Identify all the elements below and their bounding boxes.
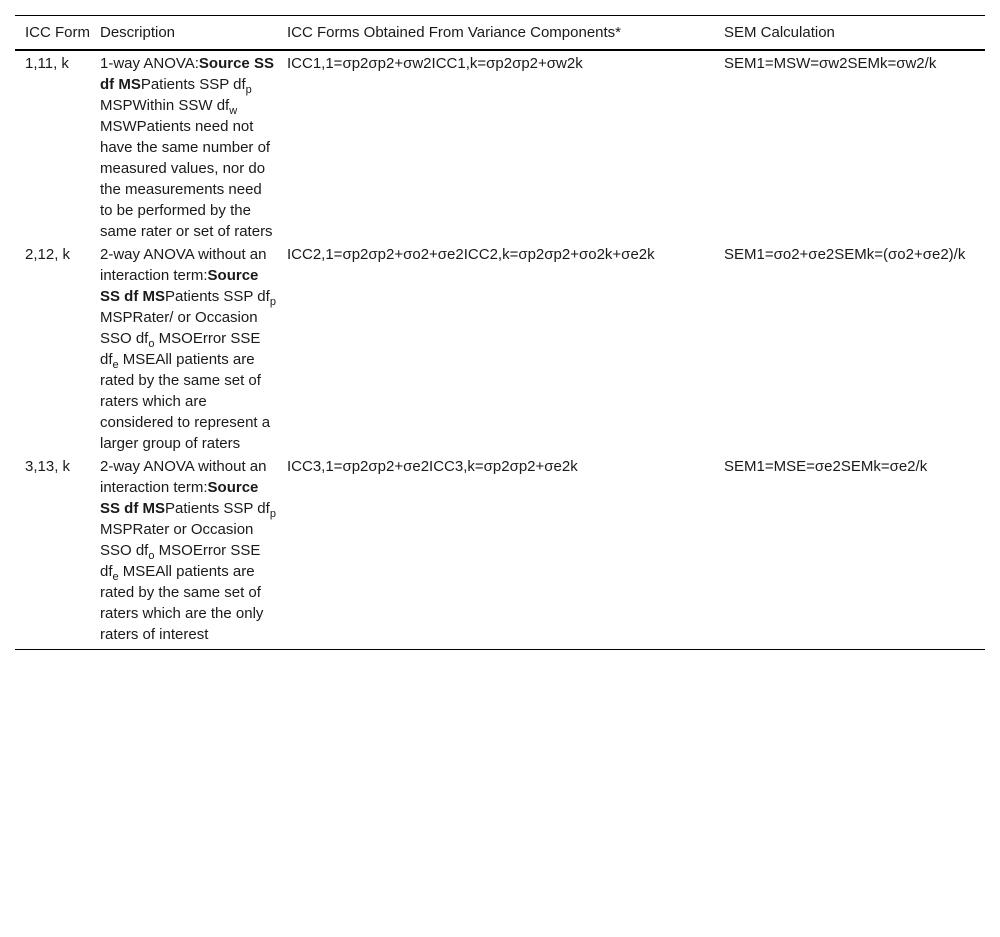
sem-formula-cell: SEM1=MSE=σe2SEMk=σe2/k xyxy=(714,455,985,650)
description-note: Patients need not have the same number of measured values, nor do the measurements need to be performed by the same rater or set of raters xyxy=(100,118,273,240)
icc-formula-cell: ICC3,1=σp2σp2+σe2ICC3,k=σp2σp2+σe2k xyxy=(277,455,714,650)
description-cell xyxy=(90,243,277,455)
anova-row-ms: MSO xyxy=(154,330,193,347)
description-prefix: 2-way ANOVA without an interaction term: xyxy=(100,458,267,496)
anova-row-label: Within SSW df xyxy=(132,97,230,114)
anova-row-subscript: p xyxy=(245,84,252,96)
description-prefix: 2-way ANOVA without an interaction term: xyxy=(100,246,267,284)
anova-row-ms: MSP xyxy=(100,309,133,326)
description-cell xyxy=(90,50,277,243)
icc-formula-cell: ICC1,1=σp2σp2+σw2ICC1,k=σp2σp2+σw2k xyxy=(287,55,583,72)
anova-table-header: Source SS df MS xyxy=(100,55,274,93)
anova-row-label: Patients SSP df xyxy=(140,76,246,93)
anova-row-ms: MSE xyxy=(118,351,156,368)
anova-row-ms: MSO xyxy=(154,542,193,559)
header-description: Description xyxy=(90,16,277,51)
anova-row-label: Rater or Occasion SSO df xyxy=(100,521,254,559)
sem-formula-cell: SEM1=MSW=σw2SEMk=σw2/k xyxy=(724,55,937,72)
sem-formula-cell: SEM1=σo2+σe2SEMk=(σo2+σe2)/k xyxy=(724,246,966,263)
icc-forms-table xyxy=(15,15,985,650)
icc-formula-cell: ICC2,1=σp2σp2+σo2+σe2ICC2,k=σp2σp2+σo2k+σe2k xyxy=(287,246,655,263)
header-row xyxy=(15,16,985,51)
icc-form-cell: 1,11, k xyxy=(25,55,69,72)
table-header xyxy=(15,16,985,51)
anova-row-label: Patients SSP df xyxy=(165,288,270,305)
anova-row-label: Error SSE df xyxy=(100,542,261,580)
anova-row-label: Rater/ or Occasion SSO df xyxy=(100,309,258,347)
description-note: All patients are rated by the same set of raters which are the only raters of interest xyxy=(100,563,264,643)
anova-row-subscript: e xyxy=(112,571,119,583)
description-note: All patients are rated by the same set of raters which are considered to represent a larger group of raters xyxy=(100,351,271,452)
anova-row-label: Patients SSP df xyxy=(165,500,270,517)
anova-row-ms: MSP xyxy=(100,521,133,538)
anova-row-subscript: p xyxy=(269,508,276,520)
description-prefix: 1-way ANOVA: xyxy=(100,55,199,72)
table-row xyxy=(15,50,985,243)
anova-row-subscript: o xyxy=(148,338,155,350)
icc-form-cell: 3,13, k xyxy=(15,455,90,650)
anova-row-ms: MSE xyxy=(118,563,156,580)
anova-row-subscript: p xyxy=(269,296,276,308)
icc-form-cell: 2,12, k xyxy=(25,246,71,263)
description-cell xyxy=(90,455,277,650)
anova-row-subscript: o xyxy=(148,550,155,562)
anova-row-subscript: w xyxy=(229,105,238,117)
table-row xyxy=(15,455,985,650)
table-row xyxy=(15,243,985,455)
anova-table-header: Source SS df MS xyxy=(100,479,259,517)
anova-row-label: Error SSE df xyxy=(100,330,261,368)
header-icc-form: ICC Form xyxy=(15,16,90,51)
header-icc-forms-variance: ICC Forms Obtained From Variance Components* xyxy=(277,16,714,51)
anova-table-header: Source SS df MS xyxy=(100,267,259,305)
anova-row-ms: MSP xyxy=(100,97,133,114)
anova-row-ms: MSW xyxy=(100,118,137,135)
table-body xyxy=(15,50,985,650)
header-sem-calculation: SEM Calculation xyxy=(714,16,985,51)
anova-row-subscript: e xyxy=(112,359,119,371)
